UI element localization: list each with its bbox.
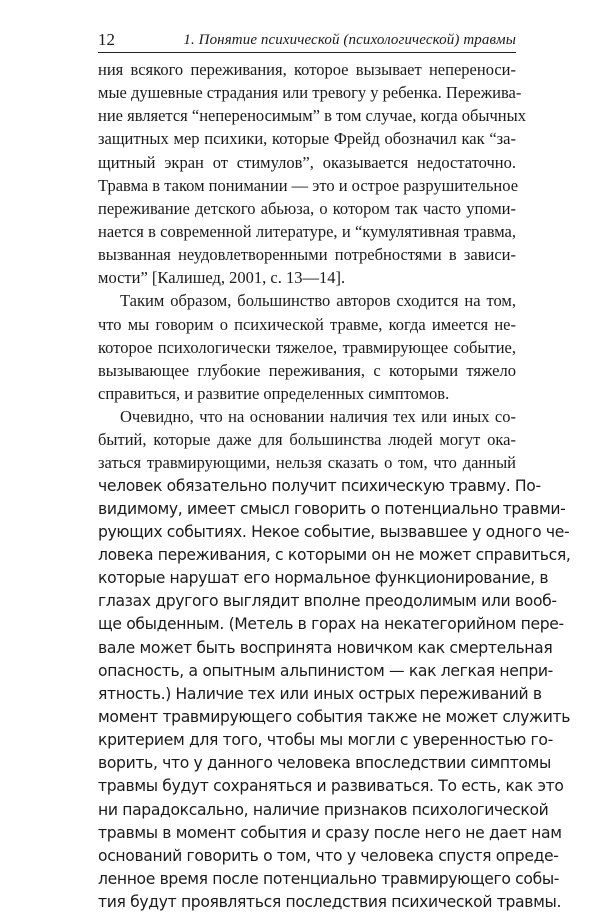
chapter-title: 1. Понятие психической (психологической) травмы <box>183 32 516 48</box>
text-line: что мы говорим о психической травме, когда имеется не- <box>98 314 516 334</box>
text-line: защитных мер психики, которые Фрейд обозначил как “за- <box>98 129 516 149</box>
text-line: момент травмирующего события также не может служить <box>98 707 571 726</box>
text-line: вале может быть воспринята новичком как смертельная <box>98 638 553 657</box>
text-line: Травма в таком понимании — это и острое разрушительное <box>98 175 519 195</box>
text-line: которые нарушат его нормальное функционирование, в <box>98 569 549 588</box>
text-line: ния всякого переживания, которое вызывает непереноси- <box>98 60 516 79</box>
text-line: оснований говорить о том, что у человека спустя опреде- <box>98 846 559 865</box>
text-line: переживание детского абьюза, о котором так часто упоми- <box>98 198 516 218</box>
text-line: ворить, что у данного человека впоследствии симптомы <box>98 754 552 773</box>
text-line: травмы в момент события и сразу после него не дает нам <box>98 823 562 842</box>
text-line: которое психологически тяжелое, травмирующее событие, <box>98 337 516 357</box>
text-line: вызванная неудовлетворенными потребностями в зависи- <box>98 245 516 265</box>
text-line: справиться, и развитие определенных симптомов. <box>98 383 450 403</box>
text-line: мости” [Калишед, 2001, с. 13—14]. <box>98 268 346 288</box>
text-line: ловека переживания, с которыми он не может справиться, <box>98 545 571 564</box>
text-line: глазах другого выглядит вполне преодолимым или вооб- <box>98 592 557 611</box>
text-line: Таким образом, большинство авторов сходится на том, <box>120 291 516 311</box>
page-number: 12 <box>98 30 115 49</box>
text-line: человек обязательно получит психическую травму. По- <box>98 476 541 495</box>
text-line: нается в современной литературе, и “кумулятивная травма, <box>98 221 516 241</box>
text-line: рующих событиях. Некое событие, вызвавшее у одного че- <box>98 522 570 541</box>
text-line: видимому, имеет смысл говорить о потенциально травми- <box>98 499 566 518</box>
text-line: бытий, которые даже для большинства людей могут ока- <box>98 430 516 450</box>
text-line: заться травмирующими, нельзя сказать о том, что данный <box>98 453 516 473</box>
text-line: тия будут проявляться последствия психической травмы. <box>98 893 562 912</box>
text-line: щитный экран от стимулов”, оказывается недостаточно. <box>98 152 516 172</box>
text-line: опасность, а опытным альпинистом — как легкая непри- <box>98 661 553 680</box>
text-line: критерием для того, чтобы мы могли с уверенностью го- <box>98 731 553 750</box>
text-line: вызывающее глубокие переживания, с которыми тяжело <box>98 360 516 380</box>
text-line: ятность.) Наличие тех или иных острых переживаний в <box>98 684 542 703</box>
text-line: ще обыденным. (Метель в горах на некатегорийном пере- <box>98 615 564 634</box>
text-line: ни парадоксально, наличие признаков психологической <box>98 800 549 819</box>
text-line: Очевидно, что на основании наличия тех или иных со- <box>120 407 516 427</box>
text-line: ленное время после потенциально травмирующего собы- <box>98 869 560 888</box>
header-rule <box>98 52 516 53</box>
text-line: мые душевные страдания или тревогу у ребенка. Пережива- <box>98 83 522 103</box>
text-line: ние является “непереносимым” в том случае, когда обычных <box>98 106 526 126</box>
running-head <box>98 27 516 53</box>
text-line: травмы будут сохраняться и развиваться. То есть, как это <box>98 777 564 796</box>
body-text <box>98 58 571 914</box>
